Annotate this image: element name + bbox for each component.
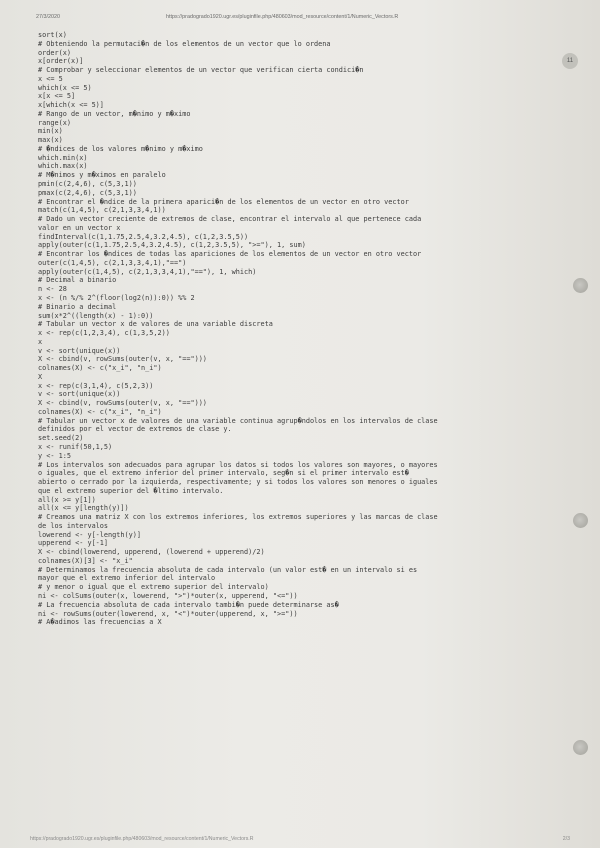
code-line: # Tabular un vector x de valores de una variable continua agrup�ndolos en los intervalos de clase	[38, 416, 438, 425]
code-line: # Rango de un vector, m�nimo y m�ximo	[38, 109, 191, 118]
code-line: which.max(x)	[38, 162, 88, 171]
code-line: y <- 1:5	[38, 451, 71, 460]
code-line: # Dado un vector creciente de extremos de clase, encontrar el intervalo al que pertenece cada	[38, 215, 422, 224]
code-line: ni <- rowSums(outer(lowerend, x, "<")*outer(upperend, x, ">="))	[38, 609, 298, 618]
code-line: v <- sort(unique(x))	[38, 346, 121, 355]
code-line: pmin(c(2,4,6), c(5,3,1))	[38, 180, 137, 189]
code-line: apply(outer(c(1,1.75,2.5,4,3.2,4.5), c(1,2,3.5,5), ">="), 1, sum)	[38, 241, 306, 250]
code-line: X <- cbind(v, rowSums(outer(v, x, "==")))	[38, 355, 207, 364]
code-line: x <- rep(c(3,1,4), c(5,2,3))	[38, 381, 154, 390]
code-line: X <- cbind(lowerend, upperend, (lowerend + upperend)/2)	[38, 548, 265, 557]
code-line: x[which(x <= 5)]	[38, 101, 104, 110]
code-line: findInterval(c(1,1.75,2.5,4,3.2,4.5), c(1,2,3.5,5))	[38, 232, 249, 241]
code-line: # �ndices de los valores m�nimo y m�ximo	[38, 144, 203, 153]
page-number: 2/3	[562, 836, 570, 842]
code-line: v <- sort(unique(x))	[38, 390, 121, 399]
code-line: # Determinamos la frecuencia absoluta de cada intervalo (un valor est� en un intervalo si es	[38, 565, 418, 574]
code-line: definidos por el vector de extremos de clase y.	[38, 425, 232, 434]
code-line: # M�nimos y m�ximos en paralelo	[38, 171, 166, 180]
code-line: lowerend <- y[-length(y)]	[38, 530, 142, 539]
code-line: n <- 28	[38, 285, 67, 294]
code-line: valor en un vector x	[38, 223, 121, 232]
code-line: order(x)	[38, 48, 71, 57]
code-line: sum(x*2^((length(x) - 1):0))	[38, 311, 154, 320]
code-line: # Creamos una matriz X con los extremos inferiores, los extremos superiores y las marcas de clase	[38, 513, 438, 522]
code-line: # Tabular un vector x de valores de una variable discreta	[38, 320, 273, 329]
page-number-stamp: 11	[562, 53, 578, 69]
code-line: # Encontrar el �ndice de la primera aparici�n de los elementos de un vector en otro vector	[38, 197, 409, 206]
code-line: min(x)	[38, 127, 63, 136]
code-line: x[order(x)]	[38, 57, 84, 66]
code-line: # Comprobar y seleccionar elementos de un vector que verifican cierta condici�n	[38, 66, 364, 75]
code-line: all(x <= y[length(y)])	[38, 504, 129, 513]
code-line: X	[38, 372, 43, 381]
code-line: x <- (n %/% 2^(floor(log2(n)):0)) %% 2	[38, 293, 195, 302]
source-url: https://pradogrado1920.ugr.es/pluginfile.php/480603/mod_resource/content/1/Numeric_Vectors.R	[166, 14, 399, 20]
code-line: # La frecuencia absoluta de cada intervalo tambi�n puede determinarse as�	[38, 600, 339, 609]
code-line: # A�adimos las frecuencias a X	[38, 618, 162, 627]
code-line: # Decimal a binario	[38, 276, 117, 285]
code-line: # y menor o igual que el extremo superior del intervalo)	[38, 583, 269, 592]
code-line: max(x)	[38, 136, 63, 145]
code-line: # Los intervalos son adecuados para agrupar los datos si todos los valores son mayores, o mayores	[38, 460, 438, 469]
code-line: colnames(X) <- c("x_i", "n_i")	[38, 364, 162, 373]
code-line: which.min(x)	[38, 153, 88, 162]
code-line: x <= 5	[38, 74, 63, 83]
code-line: sort(x)	[38, 31, 67, 39]
footer-url: https://pradogrado1920.ugr.es/pluginfile.php/480603/mod_resource/content/1/Numeric_Vectors.R	[30, 836, 254, 842]
code-line: x[x <= 5]	[38, 92, 76, 101]
code-line: # Binario a decimal	[38, 302, 117, 311]
code-line: X <- cbind(v, rowSums(outer(v, x, "==")))	[38, 399, 207, 408]
code-line: set.seed(2)	[38, 434, 84, 443]
code-line: # Encontrar los �ndices de todas las apariciones de los elementos de un vector en otro vector	[38, 250, 422, 259]
code-line: # Obteniendo la permutaci�n de los elementos de un vector que lo ordena	[38, 39, 331, 48]
code-line: mayor que el extremo inferior del intervalo	[38, 574, 216, 583]
code-line: range(x)	[38, 118, 71, 127]
code-line: que el extremo superior del �ltimo intervalo.	[38, 486, 224, 495]
code-line: match(c(1,4,5), c(2,1,3,3,4,1))	[38, 206, 166, 215]
punch-hole	[573, 740, 588, 755]
code-line: colnames(X)[3] <- "x_i"	[38, 556, 133, 565]
code-line: x	[38, 337, 43, 346]
code-line: de los intervalos	[38, 521, 109, 530]
code-line: outer(c(1,4,5), c(2,1,3,3,4,1),"==")	[38, 258, 187, 267]
code-line: upperend <- y[-1]	[38, 539, 109, 548]
r-code-listing	[38, 31, 578, 627]
code-line: apply(outer(c(1,4,5), c(2,1,3,3,4,1),"=="), 1, which)	[38, 267, 257, 276]
code-line: x <- rep(c(1,2,3,4), c(1,3,5,2))	[38, 329, 170, 338]
code-line: ni <- colSums(outer(x, lowerend, ">")*outer(x, upperend, "<="))	[38, 592, 298, 600]
code-line: which(x <= 5)	[38, 83, 92, 92]
code-line: colnames(X) <- c("x_i", "n_i")	[38, 407, 162, 416]
print-date: 27/3/2020	[36, 14, 60, 20]
code-line: o iguales, que el extremo inferior del primer intervalo, seg�n si el primer intervalo est�	[38, 469, 409, 478]
code-line: pmax(c(2,4,6), c(5,3,1))	[38, 188, 137, 197]
code-line: x <- runif(50,1,5)	[38, 442, 113, 451]
code-line: all(x >= y[1])	[38, 495, 96, 504]
code-line: abierto o cerrado por la izquierda, respectivamente; y si todos los valores son menores o iguales	[38, 478, 438, 487]
